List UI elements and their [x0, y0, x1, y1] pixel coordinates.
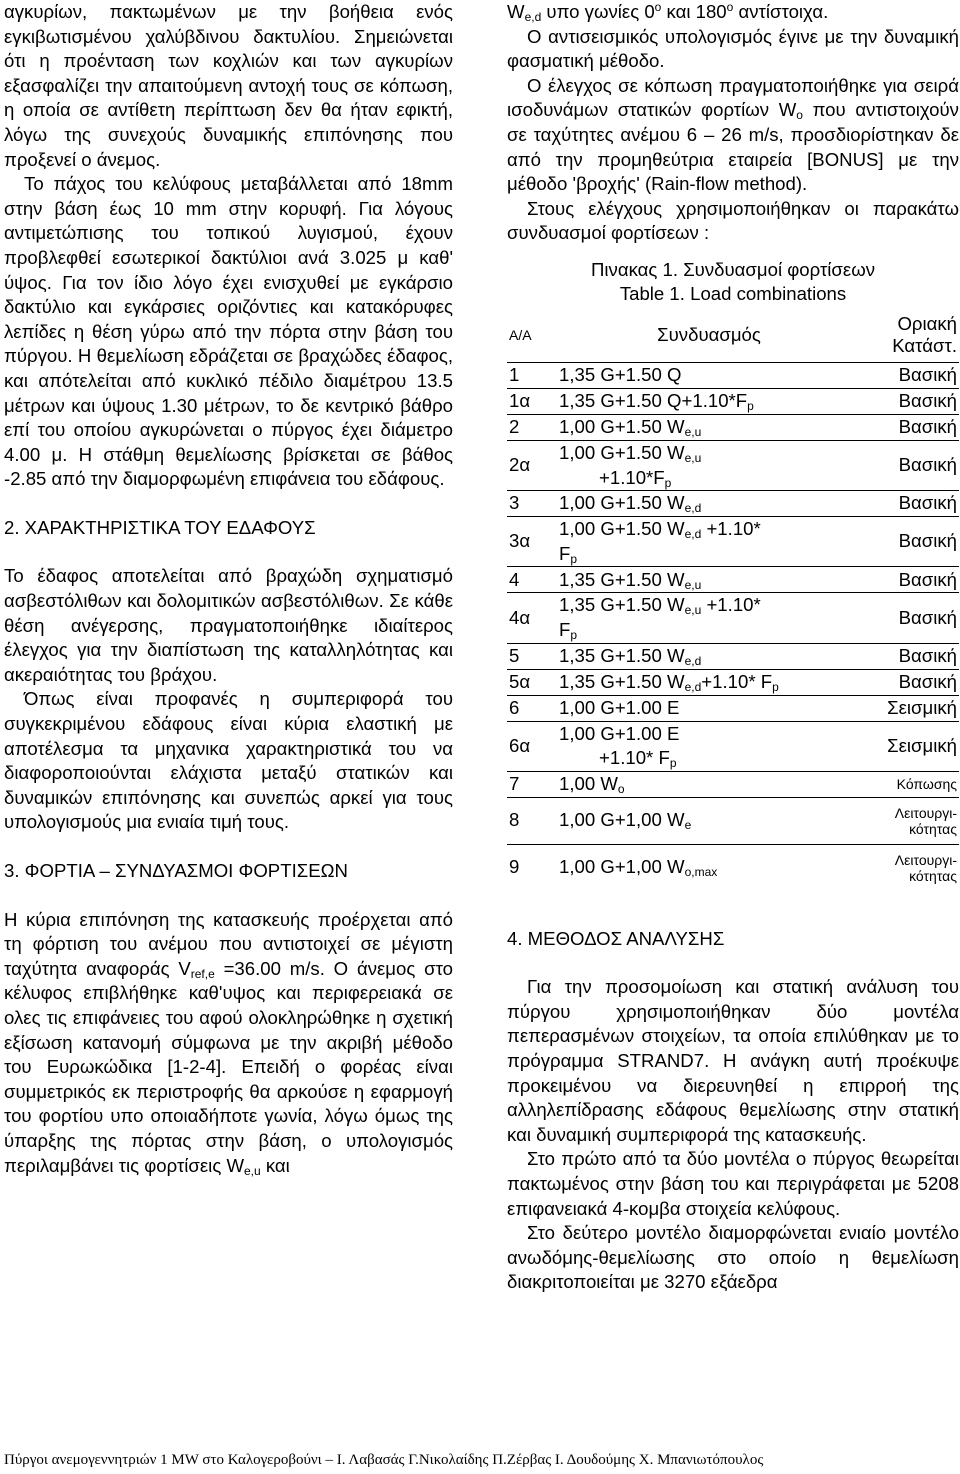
- table-header-row: [507, 308, 959, 363]
- row-limit-state: Βασική: [861, 388, 959, 414]
- table-row: [507, 797, 959, 844]
- row-limit-state: Βασική: [861, 414, 959, 440]
- row-limit-state: Βασική: [861, 669, 959, 695]
- table-row: [507, 695, 959, 721]
- row-combination: 1,00 G+1.50 $W_{e,d}$: [557, 491, 861, 517]
- row-combination: 1,00 G+1,00 $W_e$: [557, 797, 861, 844]
- row-number: 5: [507, 643, 557, 669]
- row-combination: 1,35 G+1.50 $W_{e,d}+1.10*$ $F_p$: [557, 669, 861, 695]
- row-limit-state: Σεισμική: [861, 695, 959, 721]
- row-combination: 1,35 G+1.50 $W_{e,u}$: [557, 567, 861, 593]
- paragraph-soil-1: Το έδαφος αποτελείται από βραχώδη σχηματισμό ασβεστόλιθων και δολομιτικών ασβεστόλιθων. Σε κάθε θέση ανέγερσης, πραγματοποιήθηκε ιδιαίτερος έλεγχος για την διαπίστωση της καταλληλότητας και ακεραιότητας του βράχου.: [4, 565, 453, 685]
- row-combination: 1,35 G+1.50 $W_{e,d}$: [557, 643, 861, 669]
- row-limit-state: Βασική: [861, 567, 959, 593]
- row-number: 2α: [507, 440, 557, 490]
- right-column: [507, 0, 959, 1295]
- header-combination: Συνδυασμός: [657, 323, 761, 345]
- table-row: [507, 414, 959, 440]
- table-row: [507, 567, 959, 593]
- row-number: 8: [507, 797, 557, 844]
- row-number: 2: [507, 414, 557, 440]
- load-combinations-table: [507, 308, 959, 891]
- table-row: [507, 771, 959, 797]
- left-column: [4, 0, 453, 1178]
- row-combination: 1,00 $W_o$: [557, 771, 861, 797]
- row-limit-state: Βασική: [861, 517, 959, 567]
- table-row: [507, 440, 959, 490]
- table-caption-greek: Πινακας 1. Συνδυασμοί φορτίσεων: [590, 258, 876, 280]
- row-combination: 1,00 G+1.50 $W_{e,u}$: [557, 414, 861, 440]
- row-combination: 1,35 G+1.50 $Q+1.10*F_p$: [557, 388, 861, 414]
- table-row: [507, 362, 959, 388]
- table-caption-english: Table 1. Load combinations: [619, 282, 847, 304]
- row-number: 3: [507, 491, 557, 517]
- paragraph-method-3: Στο δεύτερο μοντέλο διαμορφώνεται ενιαίο μοντέλο ανωδόμης-θεμελίωσης στο οποίο η θεμελίωση διακριτοποιείται με 3270 εξάεδρα: [507, 1222, 959, 1293]
- paragraph-shell: Το πάχος του κελύφους μεταβάλλεται από 18mm στην βάση έως 10 mm στην κορυφή. Για λόγους αντιμετώπισης του τοπικού λυγισμού, έχουν προβλεφθεί εσωτερικοί δακτύλιοι ανά 3.025 μ καθ' ύψος. Για τον ίδιο λόγο έχει ενισχυθεί με εγκάρσιο δακτύλιο και εγκάρσιες οριζόντιες και κατακόρυφες λεπίδες η θέση γύρω από την πόρτα στην βάση του πύργου. Η θεμελίωση εδράζεται σε βραχώδες έδαφος, και απότελείται από κυκλικό πέδιλο διαμέτρου 13.5 μέτρων και ύψους 1.30 μέτρων, το δε κεντρικό βάθρο επί του οποίου αγκυρώνεται ο πύργος έχει διάμετρο 4.00 μ. Η στάθμη θεμελίωσης βρίσκεται σε βάθος -2.85 από την διαμορφωμένη επιφάνεια του εδάφους.: [4, 173, 453, 490]
- table-row: [507, 491, 959, 517]
- paragraph-method-2: Στο πρώτο από τα δύο μοντέλα ο πύργος θεωρείται πακτωμένος στην βάση του και περιγράφεται με 5208 επιφανειακά 4-κομβα στοιχεία κελύφους.: [507, 1148, 959, 1219]
- row-number: 9: [507, 844, 557, 891]
- row-combination: 1,00 G+1.00 E: [557, 695, 861, 721]
- header-limit-state: Οριακή Κατάστ.: [892, 312, 957, 356]
- paragraph-loads: Η κύρια επιπόνηση της κατασκευής προέρχεται από τη φόρτιση του ανέμου που αντιστοιχεί σε μέγιστη ταχύτητα αναφοράς $V_{ref,e} =36.00$ m/s. Ο άνεμος στο κέλυφος επιβλήθηκε καθ'υψος και περιφερειακά σε ολες τις επιφάνειες του αφού ολοκληρώθηκε η σχετική εξίσωση κατανομή σύμφωνα με την ακριβή μέθοδο του Ευρωκώδικα [1-2-4]. Επειδή ο φορέας είναι συμμετρικός εκ περιστροφής θα αρκούσε η εφαρμογή του φορτίου υπο οποιαδήποτε γωνία, λόγω όμως της ύπαρξης της πόρτας στην βάση, ο υπολογισμός περιλαμβάνει τις φορτίσεις $W_{e,u}$ και: [4, 908, 453, 1178]
- table-row: [507, 517, 959, 567]
- paragraph-method-1: Για την προσομοίωση και στατική ανάλυση του πύργου χρησιμοποιήθηκαν δύο μοντέλα πεπερασμένων στοιχείων, τα οποία επιλύθηκαν με το πρόγραμμα STRAND7. Η ανάγκη αυτή προέκυψε προκειμένου να διερευνηθεί η επιρροή της αλληλεπίδρασης εδάφους θεμελίωσης στην στατική και δυναμική συμπεριφορά της κατασκευής.: [507, 976, 959, 1145]
- row-limit-state: Βασική: [861, 440, 959, 490]
- row-number: 5α: [507, 669, 557, 695]
- header-number: A/A: [509, 326, 532, 343]
- row-number: 6α: [507, 721, 557, 771]
- table-row: [507, 388, 959, 414]
- row-limit-state: Σεισμική: [861, 721, 959, 771]
- paragraph-seismic: Ο αντισεισμικός υπολογισμός έγινε με την δυναμική φασματική μέθοδο.: [507, 25, 959, 72]
- row-combination: 1,35 G+1.50 $W_{e,u} +1.10*$ $F_p$: [557, 593, 861, 643]
- row-combination: 1,00 G+1,00 $W_{o,max}$: [557, 844, 861, 891]
- paragraph-combinations: Στους ελέγχους χρησιμοποιήθηκαν οι παρακάτω συνδυασμοί φορτίσεων :: [507, 197, 959, 244]
- row-number: 4: [507, 567, 557, 593]
- row-number: 1α: [507, 388, 557, 414]
- table-row: [507, 593, 959, 643]
- row-number: 6: [507, 695, 557, 721]
- row-number: 3α: [507, 517, 557, 567]
- table-body: [507, 308, 959, 891]
- section-heading-method: 4. ΜΕΘΟΔΟΣ ΑΝΑΛΥΣΗΣ: [507, 927, 725, 949]
- row-number: 4α: [507, 593, 557, 643]
- paragraph-soil-2: Όπως είναι προφανές η συμπεριφορά του συγκεκριμένου εδάφους είναι κύρια ελαστική με αποτέλεσμα τα μηχανικα χαρακτηριστικά του να διαφοροποιούνται ελάχιστα μεταξύ στατικών και δυναμικών επιπόνησης και συνεπώς αρκεί για τους υπολογισμούς μια ενιαία τιμή τους.: [4, 688, 453, 833]
- section-heading-soil: 2. ΧΑΡΑΚΤΗΡΙΣΤΙΚΑ ΤΟΥ ΕΔΑΦΟΥΣ: [4, 516, 316, 538]
- table-row: [507, 721, 959, 771]
- paragraph-intro: αγκυρίων, πακτωμένων με την βοήθεια ενός εγκιβωτισμένου χαλύβδινου δακτυλίου. Σημειώνεται ότι η προένταση των κοχλιών και των αγκυρίων εξασφαλίζει την απαιτούμενη αντοχή τους σε κόπωση, η οποία σε αντίθετη περίπτωση δεν θα ήταν εφικτή, λόγω της συνεχούς δυναμικής επιπόνησης που προξενεί ο άνεμος.: [4, 1, 453, 170]
- row-limit-state: Βασική: [861, 362, 959, 388]
- row-limit-state: Βασική: [861, 643, 959, 669]
- row-combination: 1,00 G+1.00 E +1.10* $F_p$: [557, 721, 861, 771]
- row-limit-state: Λειτουργι- κότητας: [861, 844, 959, 891]
- row-limit-state: Βασική: [861, 491, 959, 517]
- row-combination: 1,00 G+1.50 $W_{e,u}$ $+1.10*F_p$: [557, 440, 861, 490]
- table-row: [507, 669, 959, 695]
- row-limit-state: Λειτουργι- κότητας: [861, 797, 959, 844]
- row-limit-state: Κόπωσης: [861, 771, 959, 797]
- paragraph-fatigue: Ο έλεγχος σε κόπωση πραγματοποιήθηκε για σειρά ισοδυνάμων στατικών φορτίων $W_o$ που αντιστοιχούν σε ταχύτητες ανέμου 6 – 26 m/s, προσδιορίστηκαν δε από την προμηθεύτρια εταιρεία [BONUS] με την μέθοδο 'βροχής' (Rain-flow method).: [507, 74, 959, 195]
- row-combination: 1,00 G+1.50 $W_{e,d} +1.10*$ $F_p$: [557, 517, 861, 567]
- paragraph-continuation: $W_{e,d}$ υπο γωνίες 0$^o$ και 180$^o$ αντίστοιχα.: [507, 0, 829, 24]
- page-footer: Πύργοι ανεμογεννητριών 1 MW στο Καλογεροβούνι – Ι. Λαβασάς Γ.Νικολαίδης Π.Ζέρβας Ι. Δουδούμης Χ. Μπανιωτόπουλος: [4, 1452, 764, 1468]
- row-number: 7: [507, 771, 557, 797]
- section-heading-loads: 3. ΦΟΡΤΙΑ – ΣΥΝΔΥΑΣΜΟΙ ΦΟΡΤΙΣΕΩΝ: [4, 860, 348, 881]
- row-combination: 1,35 G+1.50 Q: [557, 362, 861, 388]
- table-row: [507, 844, 959, 891]
- table-row: [507, 643, 959, 669]
- row-limit-state: Βασική: [861, 593, 959, 643]
- row-number: 1: [507, 362, 557, 388]
